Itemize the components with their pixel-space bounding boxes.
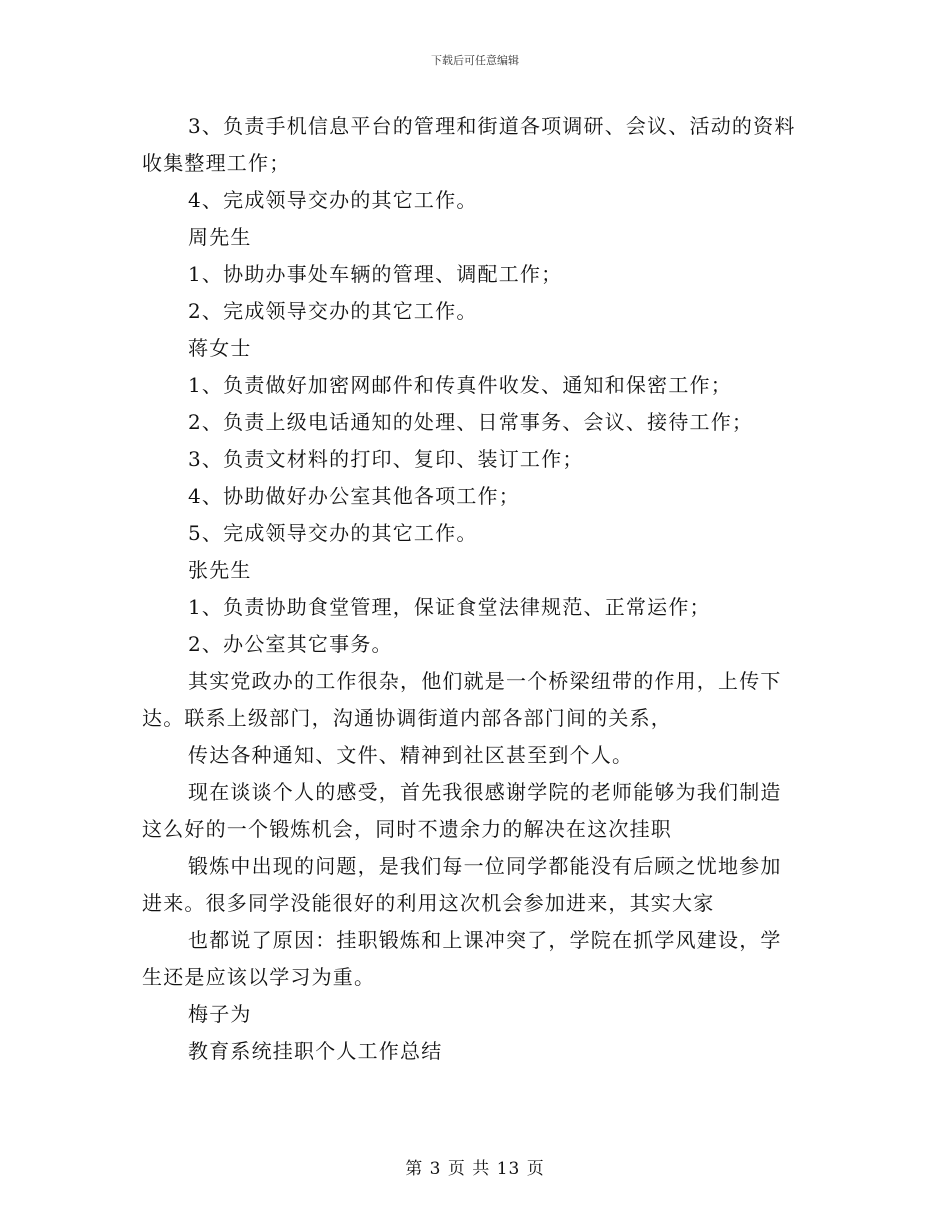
text-line: 1、负责做好加密网邮件和传真件收发、通知和保密工作； [188,373,732,397]
text-line: 2、办公室其它事务。 [188,632,393,656]
text-line: 进来。很多同学没能很好的利用这次机会参加进来，其实大家 [142,891,715,915]
text-line: 2、负责上级电话通知的处理、日常事务、会议、接待工作； [188,410,754,434]
page-header: 下载后可任意编辑 [431,54,519,67]
text-line: 1、协助办事处车辆的管理、调配工作； [188,262,563,286]
text-line: 3、负责文材料的打印、复印、装订工作； [188,447,584,471]
author-name: 梅子为 [188,1002,252,1026]
document-title: 教育系统挂职个人工作总结 [188,1039,443,1063]
text-line: 锻炼中出现的问题，是我们每一位同学都能没有后顾之忧地参加 [188,854,782,878]
text-line: 生还是应该以学习为重。 [142,965,376,989]
person-name: 周先生 [188,225,252,249]
text-line: 收集整理工作； [142,151,291,175]
text-line: 达。联系上级部门，沟通协调街道内部各部门间的关系， [142,706,672,730]
text-line: 4、完成领导交办的其它工作。 [188,188,478,212]
text-line: 1、负责协助食堂管理，保证食堂法律规范、正常运作； [188,595,711,619]
text-line: 4、协助做好办公室其他各项工作； [188,484,520,508]
text-line: 3、负责手机信息平台的管理和街道各项调研、会议、活动的资料 [188,114,796,138]
person-name: 蒋女士 [188,336,252,360]
text-line: 其实党政办的工作很杂，他们就是一个桥梁纽带的作用，上传下 [188,669,782,693]
page-number: 第 3 页 共 13 页 [405,1159,545,1179]
person-name: 张先生 [188,558,252,582]
text-line: 5、完成领导交办的其它工作。 [188,521,478,545]
text-line: 现在谈谈个人的感受，首先我很感谢学院的老师能够为我们制造 [188,780,782,804]
text-line: 2、完成领导交办的其它工作。 [188,299,478,323]
text-line: 传达各种通知、文件、精神到社区甚至到个人。 [188,743,634,767]
document-body [142,108,810,1070]
text-line: 这么好的一个锻炼机会，同时不遗余力的解决在这次挂职 [142,817,672,841]
text-line: 也都说了原因：挂职锻炼和上课冲突了，学院在抓学风建设，学 [188,928,782,952]
